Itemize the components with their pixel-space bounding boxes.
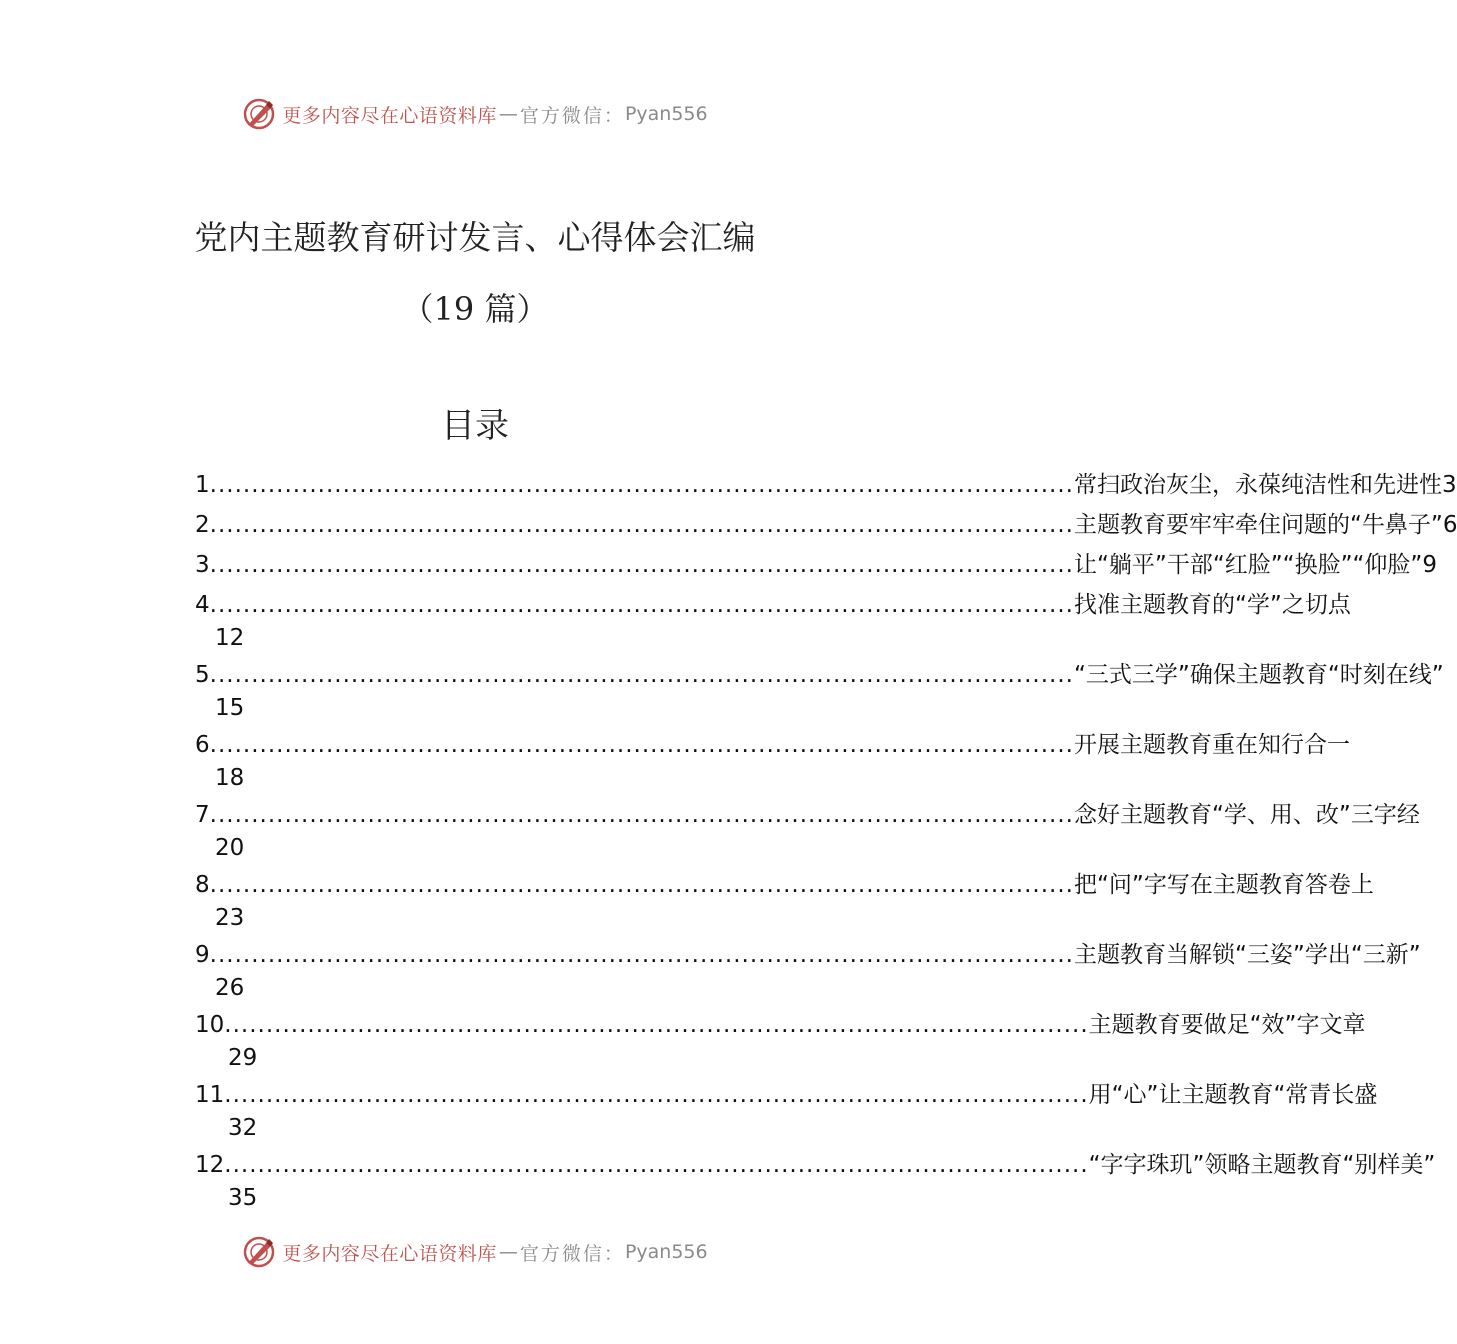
toc-entry-text: 主题教育当解锁“三姿”学出“三新” [1074,942,1421,968]
toc-entry-1[interactable] [195,465,1457,505]
toc-entry-4[interactable] [195,585,1351,655]
toc-leader-dots: ........................................................................................................ [224,1012,1089,1038]
toc-entry-page: 6 [1442,512,1457,538]
toc-leader-dots: ........................................................................................................ [209,592,1074,618]
footer-banner [0,1232,950,1272]
toc-entry-page: 35 [228,1185,258,1211]
toc-entry-number: 3 [195,552,210,578]
toc-entry-number: 4 [195,592,210,618]
toc-entry-12[interactable] [195,1145,1436,1215]
toc-entry-text: 主题教育要牢牢牵住问题的“牛鼻子” [1074,512,1443,538]
toc-entry-page: 9 [1422,552,1437,578]
toc-entry-text: 把“问”字写在主题教育答卷上 [1074,872,1374,898]
toc-heading: 目录 [441,406,509,446]
toc-entry-page: 23 [215,905,245,931]
toc-entry-8[interactable] [195,865,1374,935]
toc-entry-number: 9 [195,942,210,968]
banner-main-text: 更多内容尽在心语资料库 [282,104,497,127]
toc-entry-number: 8 [195,872,210,898]
toc-entry-number: 12 [195,1152,225,1178]
toc-entry-page: 15 [215,695,245,721]
toc-entry-page: 3 [1442,472,1457,498]
banner-official-text: 官方微信： [519,104,625,127]
toc-entry-3[interactable] [195,545,1437,585]
toc-leader-dots: ........................................................................................................ [209,662,1074,688]
toc-leader-dots: ........................................................................................................ [209,732,1074,758]
toc-entry-page: 26 [215,975,245,1001]
banner-wechat-id: Pyan556 [624,1241,708,1263]
toc-leader-dots: ........................................................................................................ [209,942,1074,968]
toc-entry-2[interactable] [195,505,1457,545]
toc-entry-text: “三式三学”确保主题教育“时刻在线” [1074,662,1444,688]
toc-entry-page: 29 [228,1045,258,1071]
toc-entry-number: 11 [195,1082,225,1108]
toc-entry-11[interactable] [195,1075,1378,1145]
toc-entry-text: 让“躺平”干部“红脸”“换脸”“仰脸” [1074,552,1423,578]
toc-entry-10[interactable] [195,1005,1366,1075]
toc-entry-text: 主题教育要做足“效”字文章 [1088,1012,1366,1038]
toc-entry-number: 6 [195,732,210,758]
document-title: 党内主题教育研讨发言、心得体会汇编 [194,218,756,257]
toc-leader-dots: ........................................................................................................ [224,1152,1089,1178]
toc-entry-page: 12 [215,625,245,651]
toc-leader-dots: ........................................................................................................ [224,1082,1089,1108]
toc-entry-text: 开展主题教育重在知行合一 [1074,732,1350,758]
banner-dash: — [498,1241,518,1263]
table-of-contents [195,465,1457,1215]
banner-wechat-id: Pyan556 [624,103,708,125]
toc-leader-dots: ........................................................................................................ [209,552,1074,578]
toc-entry-number: 10 [195,1012,225,1038]
toc-entry-text: 念好主题教育“学、用、改”三字经 [1074,802,1420,828]
header-banner [0,94,950,134]
toc-entry-number: 5 [195,662,210,688]
toc-entry-number: 2 [195,512,210,538]
toc-entry-7[interactable] [195,795,1420,865]
banner-main-text: 更多内容尽在心语资料库 [282,1242,497,1265]
toc-leader-dots: ........................................................................................................ [209,802,1074,828]
banner-dash: — [498,103,518,125]
pen-logo-icon [242,1235,276,1269]
toc-entry-9[interactable] [195,935,1421,1005]
toc-leader-dots: ........................................................................................................ [209,872,1074,898]
toc-entry-number: 7 [195,802,210,828]
toc-entry-6[interactable] [195,725,1350,795]
toc-entry-page: 18 [215,765,245,791]
toc-entry-5[interactable] [195,655,1444,725]
toc-leader-dots: ........................................................................................................ [209,472,1074,498]
toc-entry-text: 常扫政治灰尘，永葆纯洁性和先进性 [1074,472,1442,498]
toc-entry-text: 用“心”让主题教育“常青长盛 [1088,1082,1378,1108]
toc-leader-dots: ........................................................................................................ [209,512,1074,538]
toc-entry-number: 1 [195,472,210,498]
document-subtitle: （19 篇） [401,290,549,328]
banner-official-text: 官方微信： [519,1242,625,1265]
toc-entry-text: 找准主题教育的“学”之切点 [1074,592,1351,618]
toc-entry-text: “字字珠玑”领略主题教育“别样美” [1088,1152,1436,1178]
toc-entry-page: 32 [228,1115,258,1141]
toc-entry-page: 20 [215,835,245,861]
pen-logo-icon [242,97,276,131]
